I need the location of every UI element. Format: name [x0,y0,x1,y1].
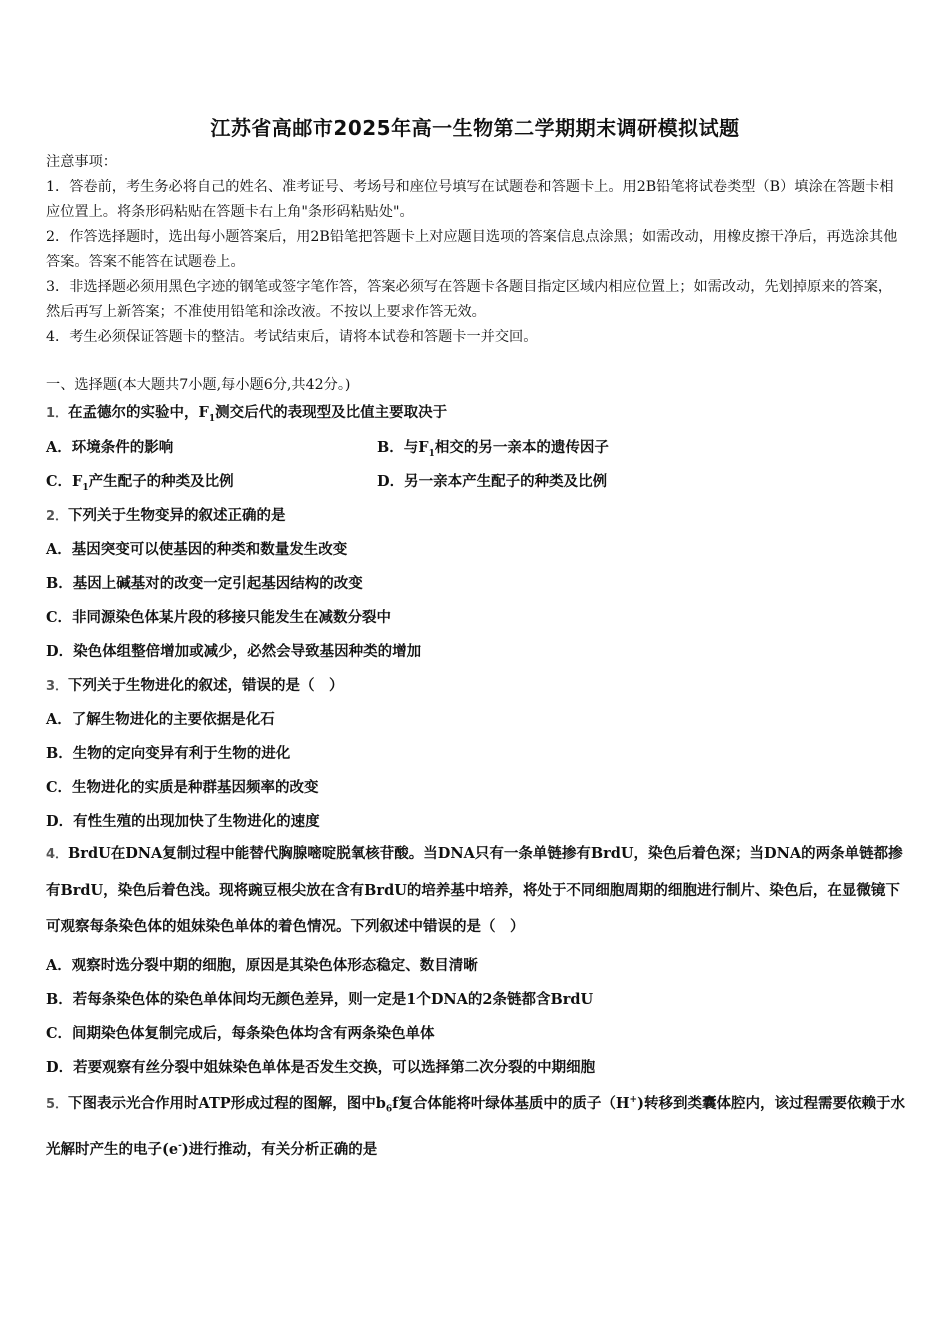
q1-stem-text: 在孟德尔的实验中，F [68,404,209,421]
q3-stem-text: 下列关于生物进化的叙述，错误的是（ ） [68,677,344,694]
q1-option-c [46,470,234,493]
q3-option-c: C．生物进化的实质是种群基因频率的改变 [46,779,319,796]
q1-option-d: D．另一亲本产生配子的种类及比例 [377,473,608,490]
q4-stem [46,836,906,945]
q5-stem [46,1082,906,1168]
q1-number: 1． [46,406,69,421]
q1-option-b-subscript: 1 [428,448,435,459]
q1-option-a: A．环境条件的影响 [46,439,174,456]
q5-stem-text: 下图表示光合作用时ATP形成过程的图解，图中b [68,1094,386,1112]
q2-option-b: B．基因上碱基对的改变一定引起基因结构的改变 [46,575,363,592]
q5-stem-text-2: f复合体能将叶绿体基质中的质子（H [392,1094,630,1112]
q5-stem-text-4: )进行推动，有关分析正确的是 [181,1140,378,1158]
q5-stem-subscript: 6 [385,1104,393,1115]
q4-stem-text: BrdU在DNA复制过程中能替代胸腺嘧啶脱氧核苷酸。当DNA只有一条单链掺有BrdU，染色后着色深；当DNA的两条单链都掺有BrdU，染色后着色浅。现将豌豆根尖放在含有BrdU的培养基中培养，将处于不同细胞周期的细胞进行制片、染色后，在显微镜下可观察每条染色体的姐妹染色单体的着色情况。下列叙述中错误的是（ ） [46,845,903,935]
q2-stem-text: 下列关于生物变异的叙述正确的是 [68,507,286,524]
q4-option-c: C．间期染色体复制完成后，每条染色体均含有两条染色单体 [46,1025,435,1042]
page-title: 江苏省高邮市2025年高一生物第二学期期末调研模拟试题 [210,116,740,140]
q5-stem-superscript-2: - [178,1140,182,1151]
q4-option-d: D．若要观察有丝分裂中姐妹染色单体是否发生交换，可以选择第二次分裂的中期细胞 [46,1059,596,1076]
q1-option-c-text: C．F [46,473,83,490]
notice-block [46,150,906,350]
notice-item: 2．作答选择题时，选出每小题答案后，用2B铅笔把答题卡上对应题目选项的答案信息点涂黑；如需改动，用橡皮擦干净后，再选涂其他答案。答案不能答在试题卷上。 [46,229,898,270]
q3-stem [46,674,344,695]
q2-option-a: A．基因突变可以使基因的种类和数量发生改变 [46,541,348,558]
q2-stem [46,504,286,525]
q1-option-c-text-2: 产生配子的种类及比例 [88,473,234,490]
q3-option-d: D．有性生殖的出现加快了生物进化的速度 [46,813,320,830]
q2-option-c: C．非同源染色体某片段的移接只能发生在减数分裂中 [46,609,392,626]
notice-heading: 注意事项： [46,154,117,170]
q3-number: 3． [46,679,69,694]
q3-option-a: A．了解生物进化的主要依据是化石 [46,711,275,728]
q4-number: 4． [46,847,69,862]
notice-item: 3．非选择题必须用黑色字迹的钢笔或签字笔作答，答案必须写在答题卡各题目指定区域内相应位置上；如需改动，先划掉原来的答案，然后再写上新答案；不准使用铅笔和涂改液。不按以上要求作答无效。 [46,279,893,320]
q1-option-b-text-2: 相交的另一亲本的遗传因子 [434,439,609,456]
q2-number: 2． [46,509,69,524]
section-heading: 一、选择题(本大题共7小题,每小题6分,共42分。) [46,377,351,393]
q2-option-d: D．染色体组整倍增加或减少，必然会导致基因种类的增加 [46,643,422,660]
q4-option-a: A．观察时选分裂中期的细胞，原因是其染色体形态稳定、数目清晰 [46,957,478,974]
q5-stem-text-3: )转移到类囊体腔内，该过程需要依赖于水光解时产生的电子(e [46,1094,905,1158]
notice-item: 4．考生必须保证答题卡的整洁。考试结束后，请将本试卷和答题卡一并交回。 [46,329,538,345]
q3-option-b: B．生物的定向变异有利于生物的进化 [46,745,291,762]
q5-stem-superscript: + [629,1095,638,1105]
notice-item: 1．答卷前，考生务必将自己的姓名、准考证号、考场号和座位号填写在试题卷和答题卡上。用2B铅笔将试卷类型（B）填涂在答题卡相应位置上。将条形码粘贴在答题卡右上角"条形码粘贴处"。 [46,179,894,220]
q5-number: 5． [46,1096,69,1112]
q1-option-b-text: B．与F [377,439,429,456]
q1-stem-subscript: 1 [208,413,216,424]
q1-option-b [377,436,609,459]
q1-option-c-subscript: 1 [82,482,89,493]
q4-option-b: B．若每条染色体的染色单体间均无颜色差异，则一定是1个DNA的2条链都含BrdU [46,991,594,1008]
q1-stem-text-2: 测交后代的表现型及比值主要取决于 [215,404,448,421]
q1-stem [46,401,447,424]
